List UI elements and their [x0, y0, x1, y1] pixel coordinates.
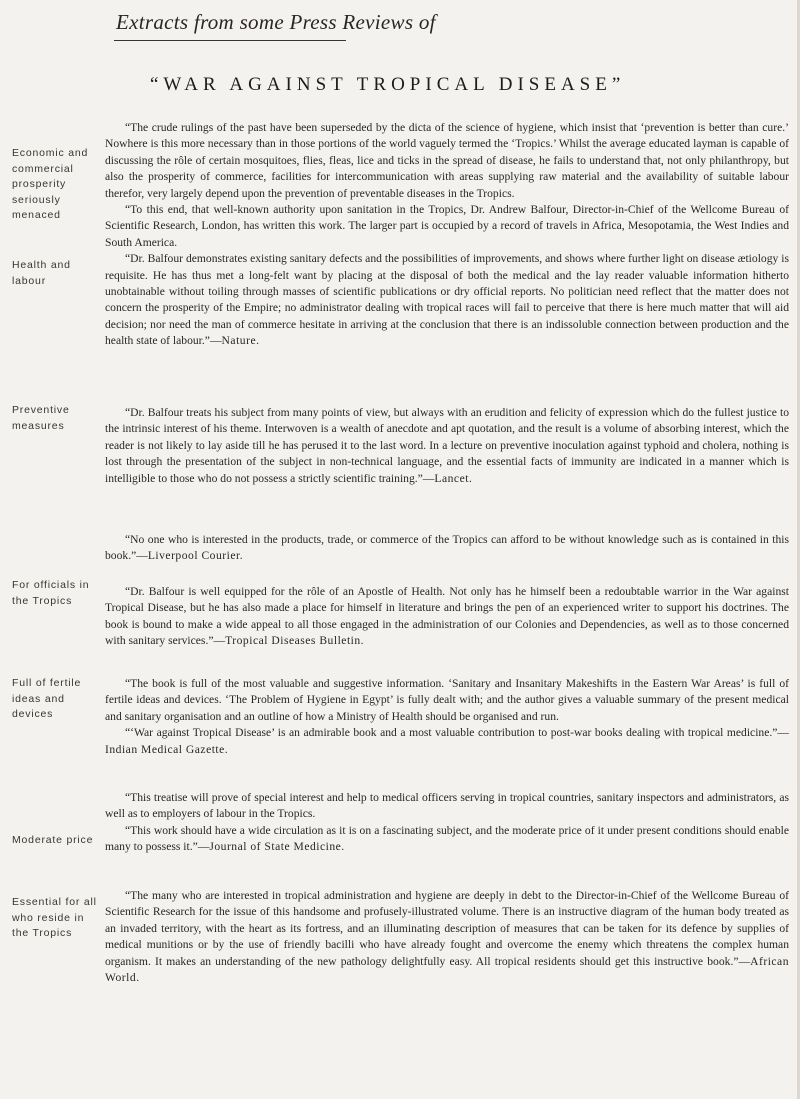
review-journal-of-state-medicine: [105, 790, 789, 856]
sidenote-health: Health and labour: [12, 259, 71, 287]
review-paragraph-text: “Dr. Balfour is well equipped for the rôle of an Apostle of Health. Not only has he himself been a redoubtable warrior in the War against Tropical Disease, but he has also made a place for himself in literature and brings the pen of an experienced writer to support his doctrines. The book is bound to make a wide appeal to all those engaged in the administration of our Colonies and Dependencies, as well as to those concerned with sanitary services.”—: [105, 585, 789, 648]
review-paragraph: “The book is full of the most valuable and suggestive information. ‘Sanitary and Insanitary Makeshifts in the Eastern War Areas’ is full of fertile ideas and devices. ‘The Problem of Hygiene in Egypt’ is fully dealt with; and the author gives a valuable summary of the present medical and sanitary organisation and an outline of how a Ministry of Health should be organised and run.: [105, 677, 789, 723]
review-paragraph: “To this end, that well-known authority upon sanitation in the Tropics, Dr. Andrew Balfour, Director-in-Chief of the Wellcome Bureau of Scientific Research, London, has written this work. The larger part is occupied by a record of travels in Africa, Mesopotamia, the West Indies and South America.: [105, 203, 789, 249]
sidenote-moderate-price: Moderate price: [12, 834, 94, 846]
review-paragraph: “The crude rulings of the past have been superseded by the dicta of the science of hygiene, which insist that ‘prevention is better than cure.’ Nowhere is this more necessary than in those portions of the world vaguely termed the ‘Tropics.’ Whilst the average educated layman is capable of discussing the rôle of certain mosquitoes, flies, fleas, lice and ticks in the spread of disease, he fails to understand that, not only philanthropy, but also the prosperity of commerce, facilities for intercommunication with areas supplying raw material and the availability of suitable labour therefor, very largely depend upon the prevention of preventable diseases in the Tropics.: [105, 121, 789, 200]
review-source: Nature.: [221, 334, 260, 348]
review-paragraph: “This treatise will prove of special interest and help to medical officers serving in tropical countries, sanitary inspectors and administrators, as well as to employers of labour in the Tropics.: [105, 791, 789, 821]
review-paragraph: [105, 251, 789, 349]
review-liverpool-courier: [105, 532, 789, 565]
review-paragraph-text: “‘War against Tropical Disease’ is an admirable book and a most valuable contribution to post-war books dealing with tropical medicine.”—: [125, 726, 789, 740]
review-paragraph: [105, 532, 789, 565]
review-paragraph: [105, 823, 789, 856]
review-nature: [105, 120, 789, 350]
sidenote-economic: Economic and commercial prosperity seriously menaced: [12, 147, 89, 222]
book-title: “WAR AGAINST TROPICAL DISEASE”: [150, 74, 626, 95]
sidenote-essential: Essential for all who reside in the Tropics: [12, 896, 97, 940]
heading-underline: [114, 40, 346, 41]
review-tropical-diseases-bulletin: [105, 584, 789, 650]
review-paragraph: [105, 725, 789, 758]
review-paragraph: [105, 584, 789, 650]
review-source: Tropical Diseases Bulletin.: [225, 634, 365, 648]
review-african-world: [105, 888, 789, 986]
review-paragraph-text: “Dr. Balfour treats his subject from many points of view, but always with an erudition and felicity of expression which do the fullest justice to the intrinsic interest of his theme. Interwoven is a wealth of anecdote and apt quotation, and the result is a volume of absorbing interest, which the reader is not likely to lay aside till he has perused it to the last word. In a lecture on preventive inoculation against typhoid and cholera, nothing is lost through the presentation of the subject in non-technical language, and the essential facts of immunity are indicated in a manner which is intelligible to those who do not possess a strictly scientific training.”—: [105, 406, 789, 485]
review-paragraph-text: “Dr. Balfour demonstrates existing sanitary defects and the possibilities of improvements, and shows where further light on disease ætiology is requisite. He has thus met a long-felt want by placing at the disposal of both the medical and the lay reader valuable information hitherto unobtainable without toiling through masses of scientific publications or dry official reports. No politician need reflect that the matter does not concern the prosperity of the Empire; no administrator dealing with tropical races will fail to perceive that there is here much matter that will aid decision; nor need the man of commerce hesitate in arriving at the conclusion that there is an indissoluble connection between production and the health state of labour.”—: [105, 252, 789, 348]
review-indian-medical-gazette: [105, 676, 789, 758]
review-source: African World.: [105, 954, 789, 985]
page-heading: Extracts from some Press Reviews of: [116, 10, 436, 34]
review-paragraph-text: “This work should have a wide circulation as it is on a fascinating subject, and the moderate price of it under present conditions should enable many to possess it.”—: [105, 823, 789, 854]
sidenote-officials: For officials in the Tropics: [12, 579, 90, 607]
review-source: Journal of State Medicine.: [209, 840, 345, 854]
review-source: Lancet.: [434, 471, 473, 485]
review-source: Liverpool Courier.: [147, 549, 244, 563]
review-source: Indian Medical Gazette.: [105, 742, 229, 756]
review-paragraph: [105, 405, 789, 487]
sidenote-fertile-ideas: Full of fertile ideas and devices: [12, 677, 82, 721]
sidenote-preventive: Preventive measures: [12, 404, 70, 432]
review-paragraph-text: “No one who is interested in the products, trade, or commerce of the Tropics can afford to be without knowledge such as is contained in this book.”—: [105, 533, 789, 563]
review-paragraph: [105, 888, 789, 986]
review-lancet: [105, 405, 789, 487]
review-paragraph-text: “The many who are interested in tropical administration and hygiene are deeply in debt to the Director-in-Chief of the Wellcome Bureau of Scientific Research for the issue of this handsome and profusely-illustrated volume. There is an instructive diagram of the human body treated as an invaded territory, with the heart as its fortress, and an illuminating description of measures that can be taken for its defence by supplies of medical munitions or by the use of friendly bacilli who have already fought and overcome the enemy which threatens the complex human organism. It makes an understanding of the new pathology delightfully easy. All tropical residents should get this instructive book.”—: [105, 889, 789, 968]
